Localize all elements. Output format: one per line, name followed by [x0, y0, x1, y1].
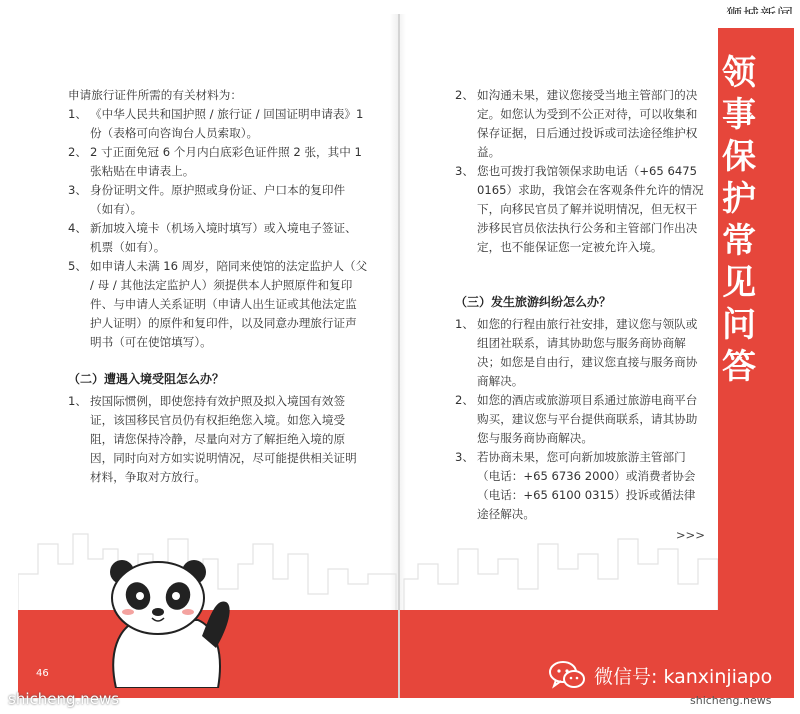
- watermark-bottom-right: shicheng.news: [690, 694, 772, 707]
- panda-mascot-illustration: [98, 558, 238, 688]
- list-item: 2、 如您的酒店或旅游项目系通过旅游电商平台购买，建议您与平台提供商联系，请其协助您与服务商协商解决。: [455, 393, 698, 445]
- list-item: 1、 按国际惯例，即使您持有效护照及拟入境国有效签证，该国移民官员仍有权拒绝您入境。如您入境受阻，请您保持冷静，尽量向对方了解拒绝入境的原因，同时向对方如实说明情况，尽可能提供相关证明材料，争取对方放行。: [68, 394, 357, 484]
- list-item: 1、 《中华人民共和国护照 / 旅行证 / 回国证明申请表》1 份（表格可向咨询台人员索取）。: [68, 107, 364, 140]
- intro-text: 申请旅行证件所需的有关材料为：: [68, 88, 242, 102]
- section-heading: （二）遭遇入境受阻怎么办？: [68, 372, 225, 386]
- list-item: 1、 如您的行程由旅行社安排，建议您与领队或组团社联系，请其协助您与服务商协商解决；如您是自由行，建议您直接与服务商协商解决。: [455, 317, 698, 388]
- title-char: 问: [722, 305, 756, 345]
- title-char: 常: [722, 221, 756, 261]
- wechat-label: 微信号: kanxinjiapo: [594, 665, 773, 688]
- list-item: 5、 如申请人未满 16 周岁，陪同来使馆的法定监护人（父 / 母 / 其他法定监护人）须提供本人护照原件和复印件、与申请人关系证明（申请人出生证或其他法定监护人证明）的原件和复印件，以及同意办理旅行证声明书（可在使馆填写）。: [68, 259, 368, 349]
- title-char: 事: [722, 95, 756, 135]
- left-page-text: [68, 86, 368, 487]
- list-item: 2、 2 寸正面免冠 6 个月内白底彩色证件照 2 张，其中 1 张粘贴在申请表上。: [68, 145, 362, 178]
- title-char: 保: [722, 137, 756, 177]
- list-item: 2、 如沟通未果，建议您接受当地主管部门的决定。如您认为受到不公正对待，可以收集和保存证据，日后通过投诉或司法途径维护权益。: [455, 88, 698, 159]
- page-number: 46: [36, 668, 49, 679]
- list-item: 3、 若协商未果，您可向新加坡旅游主管部门（电话：+65 6736 2000）或消费者协会（电话：+65 6100 0315）投诉或循法律途径解决。: [455, 450, 696, 521]
- list-item: 3、 身份证明文件。原护照或身份证、户口本的复印件（如有）。: [68, 183, 346, 216]
- right-page-text: [455, 86, 705, 545]
- list-item: 3、 您也可拨打我馆领保求助电话（+65 6475 0165）求助，我馆会在客观条件允许的情况下，向移民官员了解并说明情况，但无权干涉移民官员依法执行公务和主管部门作出决定，也不能保证您一定被允许入境。: [455, 164, 704, 254]
- continued-marker: >>>: [675, 528, 705, 542]
- title-char: 答: [722, 347, 756, 387]
- title-char: 见: [722, 263, 756, 303]
- wechat-icon: [548, 660, 586, 690]
- title-char: 领: [722, 53, 756, 93]
- title-char: 护: [722, 179, 756, 219]
- wechat-id-badge: [548, 660, 772, 690]
- section-heading: （三）发生旅游纠纷怎么办？: [455, 295, 612, 309]
- list-item: 4、 新加坡入境卡（机场入境时填写）或入境电子签证、机票（如有）。: [68, 221, 357, 254]
- sidebar-vertical-title: [713, 52, 765, 388]
- watermark-bottom-left: shicheng.news: [8, 690, 120, 708]
